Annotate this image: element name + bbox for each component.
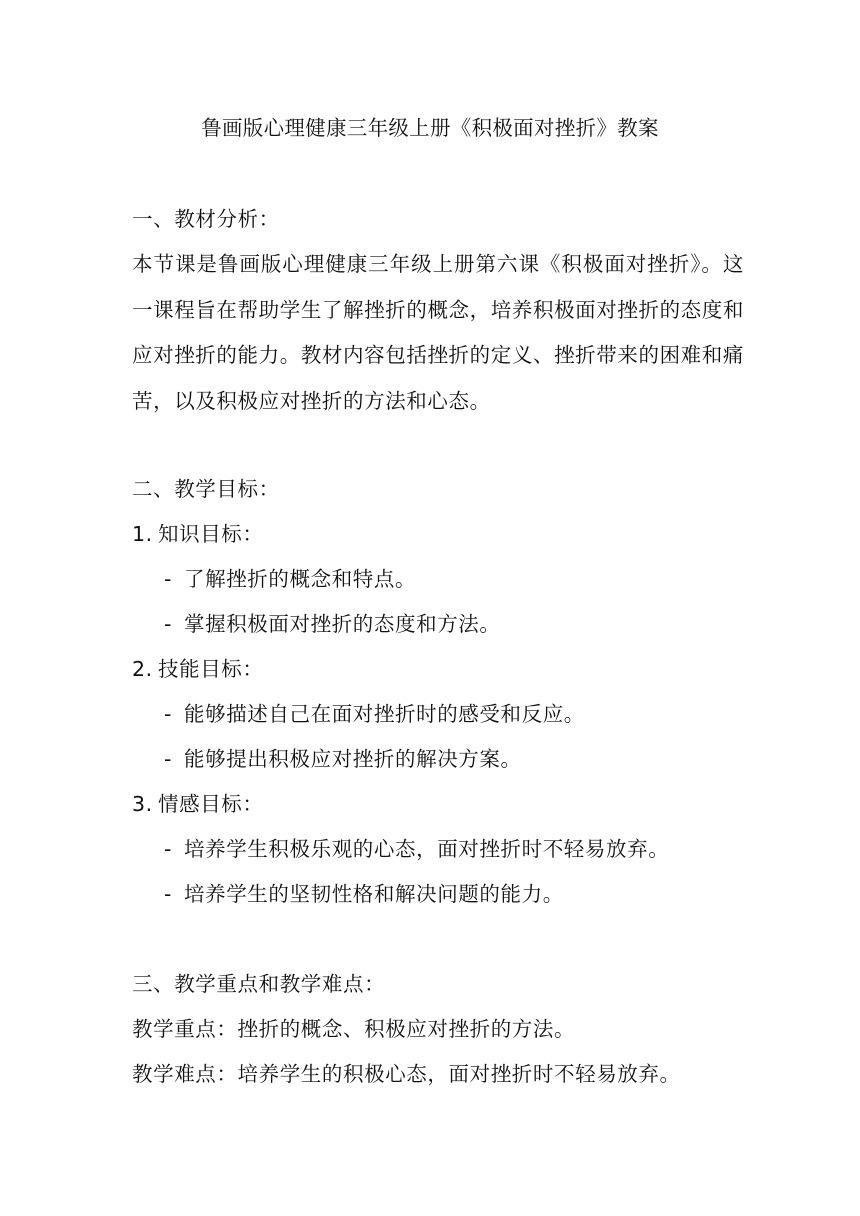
section-heading-key-points: 三、教学重点和教学难点： xyxy=(132,972,386,996)
document-title: 鲁画版心理健康三年级上册《积极面对挫折》教案 xyxy=(201,116,659,140)
bullet-dash: - xyxy=(164,567,172,591)
goal-item-text: 能够提出积极应对挫折的解决方案。 xyxy=(184,747,522,771)
goal-item xyxy=(164,608,501,640)
goal-heading xyxy=(132,518,264,550)
goal-item-text: 掌握积极面对挫折的态度和方法。 xyxy=(184,612,501,636)
goal-item xyxy=(164,833,669,865)
goal-item xyxy=(164,698,585,730)
goal-item-text: 培养学生的坚韧性格和解决问题的能力。 xyxy=(184,882,564,906)
goal-number: 1. xyxy=(132,522,153,546)
goal-label: 技能目标： xyxy=(158,657,264,681)
bullet-dash: - xyxy=(164,837,172,861)
materials-analysis-paragraph: 本节课是鲁画版心理健康三年级上册第六课《积极面对挫折》。这一课程旨在帮助学生了解挫折的概念，培养积极面对挫折的态度和应对挫折的能力。教材内容包括挫折的定义、挫折带来的困难和痛苦，以及积极应对挫折的方法和心态。 xyxy=(132,252,744,413)
goal-number: 3. xyxy=(132,792,153,816)
goal-item xyxy=(164,878,564,910)
goal-item xyxy=(164,563,416,595)
goal-number: 2. xyxy=(132,657,153,681)
goal-label: 知识目标： xyxy=(158,522,264,546)
bullet-dash: - xyxy=(164,882,172,906)
teaching-key-point: 教学重点：挫折的概念、积极应对挫折的方法。 xyxy=(132,1017,576,1041)
goal-item-text: 能够描述自己在面对挫折时的感受和反应。 xyxy=(184,702,585,726)
section-heading-objectives: 二、教学目标： xyxy=(132,477,280,501)
teaching-difficulty: 教学难点：培养学生的积极心态，面对挫折时不轻易放弃。 xyxy=(132,1062,681,1086)
goal-item-text: 了解挫折的概念和特点。 xyxy=(184,567,417,591)
bullet-dash: - xyxy=(164,612,172,636)
goal-heading xyxy=(132,653,264,685)
goal-label: 情感目标： xyxy=(158,792,264,816)
goal-item-text: 培养学生积极乐观的心态，面对挫折时不轻易放弃。 xyxy=(184,837,670,861)
bullet-dash: - xyxy=(164,747,172,771)
bullet-dash: - xyxy=(164,702,172,726)
goal-item xyxy=(164,743,522,775)
goal-heading xyxy=(132,788,264,820)
section-heading-materials: 一、教材分析： xyxy=(132,207,280,231)
